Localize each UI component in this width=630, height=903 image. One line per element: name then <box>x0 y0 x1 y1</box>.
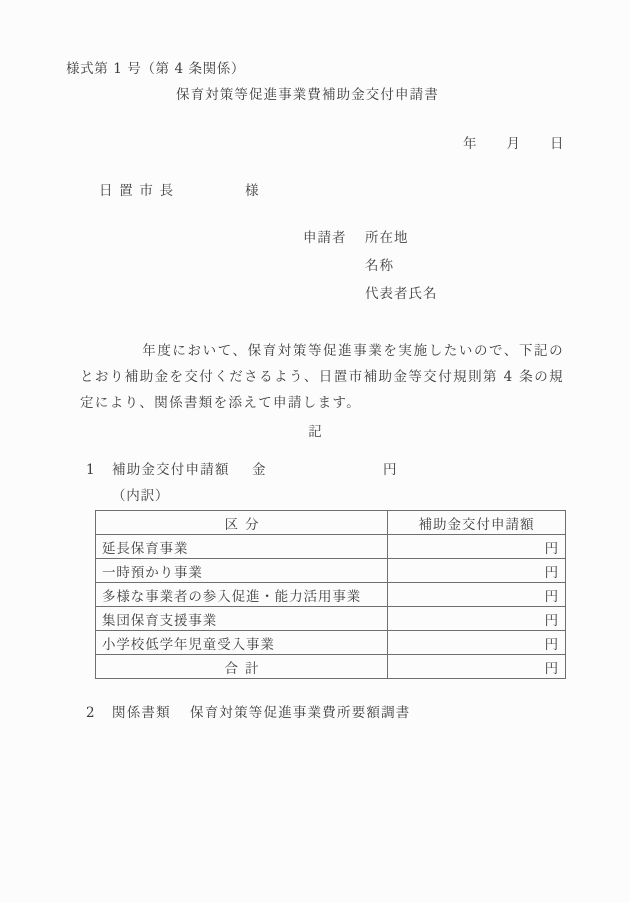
document-title: 保育対策等促進事業費補助金交付申請書 <box>176 87 439 103</box>
table-cell-amount: 円 <box>388 631 566 655</box>
item-2-label: 関係書類 <box>112 705 171 721</box>
body-paragraph-text: 年度において、保育対策等促進事業を実施したいので、下記のとおり補助金を交付くださるよう、日置市補助金等交付規則第 4 条の規定により、関係書類を添えて申請します。 <box>80 342 564 411</box>
addressee-name: 日 置 市 長 <box>99 183 175 199</box>
table-header-amount: 補助金交付申請額 <box>388 511 566 535</box>
table-row <box>96 631 566 655</box>
item-1-number: 1 <box>86 462 96 478</box>
date-line: 年 月 日 <box>463 136 565 152</box>
table-cell-category: 延長保育事業 <box>96 535 388 559</box>
item-1-currency-prefix: 金 <box>252 462 267 478</box>
body-paragraph <box>80 338 564 416</box>
table-header-category: 区分 <box>96 511 388 535</box>
table-cell-category: 一時預かり事業 <box>96 559 388 583</box>
item-1-sub-label: （内訳） <box>112 488 170 504</box>
item-2-document-name: 保育対策等促進事業費所要額調書 <box>190 705 411 721</box>
table-cell-total-label: 合計 <box>96 655 388 679</box>
table-cell-total-amount: 円 <box>388 655 566 679</box>
table-cell-category: 小学校低学年児童受入事業 <box>96 631 388 655</box>
table-cell-amount: 円 <box>388 607 566 631</box>
table-cell-category: 集団保育支援事業 <box>96 607 388 631</box>
table-row <box>96 535 566 559</box>
table-row <box>96 607 566 631</box>
table-header-row <box>96 511 566 535</box>
table-row <box>96 583 566 607</box>
applicant-field-address: 所在地 <box>365 230 409 246</box>
addressee-honorific: 様 <box>245 183 260 199</box>
applicant-field-representative: 代表者氏名 <box>365 286 438 302</box>
applicant-label: 申請者 <box>303 230 347 246</box>
applicant-field-name: 名称 <box>365 258 394 274</box>
table-cell-amount: 円 <box>388 583 566 607</box>
form-number: 様式第 1 号（第 4 条関係） <box>66 61 245 77</box>
table-cell-category: 多様な事業者の参入促進・能力活用事業 <box>96 583 388 607</box>
breakdown-table <box>95 510 566 679</box>
table-total-row <box>96 655 566 679</box>
table-row <box>96 559 566 583</box>
table-cell-amount: 円 <box>388 559 566 583</box>
item-1-currency-unit: 円 <box>383 462 398 478</box>
item-2-number: 2 <box>86 705 96 721</box>
table-cell-amount: 円 <box>388 535 566 559</box>
ki-marker: 記 <box>308 424 322 440</box>
item-1-label: 補助金交付申請額 <box>112 462 230 478</box>
